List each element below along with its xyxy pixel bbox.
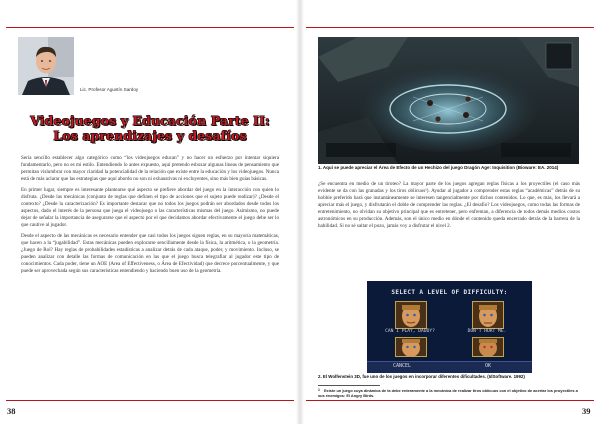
spine-gutter xyxy=(296,0,304,424)
bottom-rule xyxy=(6,400,294,401)
face-portrait-2 xyxy=(472,301,504,329)
bj-face-icon xyxy=(396,302,426,328)
footnote xyxy=(318,388,580,398)
footnote-rule xyxy=(318,385,380,386)
bj-face-icon xyxy=(473,338,503,356)
face-portrait-1 xyxy=(395,301,427,329)
caption-figure-2: 2. El Wolfenstein 3D, fue uno de los juegos en incorporar diferentes dificultades. (IdSoftware. 1992) xyxy=(318,374,525,379)
author-portrait-icon xyxy=(18,37,74,95)
cancel-button[interactable]: CANCEL xyxy=(393,363,412,369)
left-body-text xyxy=(21,155,279,279)
menu-bottom-bar xyxy=(367,361,532,373)
ok-button[interactable]: OK xyxy=(485,363,492,369)
author-photo xyxy=(18,37,74,95)
spell-aoe-scene-icon xyxy=(318,37,579,164)
paragraph-3: Desde el aspecto de las mecánicas es necesario entender que casi todos los juegos siguen reglas, en su mayoría matemáticas, que hacen a la “jugabilidad”. Estas mecánicas pueden explorarse sencillamente desde la física, la aritmética, o la geometría. ¿Juego de Rol? Hay reglas de probabilidades estadísticas a analizar detrás de cada ataque, poder, y movimiento. Incluso, se pueden analizar con detalle las formas de comunicación en las que el juego busca telegrafiar al jugador este tipo de conocimientos. Cada poder, tiene un AOE (Area of Effectiveness, o Área de Efectividad) que decrece porcentualmente, y que puede ser aprovechada según sus características entendiendo y haciendo buen uso de la geometría. xyxy=(21,232,279,274)
right-body-text: ¿Se encuentra en medio de un tiroteo? La mayor parte de los juegos agregan reglas físicas a los proyectiles (el caso más evidente se da con las granadas y los tiros oblicuos¹). Ayudar al jugador a comprender estas reglas “académicas” detrás de su hobbie preferido hará que instantáneamente se interesen tangencialmente por dichos contenidos. Lo que, es más, los llevará a apreciar más el juego, y disfrutarán el doble de comprender las reglas. ¿El desafío? Los videojuegos, como todas las formas de entretenimiento, no olvidan su objetivo principal que es entretener, pero enfrentan, a diferencia de todos demás medios costos astronómicos en su producción. Además, son el único medio en dónde el contenido queda encerrado detrás de la barrera de la habilidad. Si no sé saltar el pozo, jamás voy a disfrutar el nivel 2. xyxy=(318,181,580,230)
paragraph-1: Sería sencillo establecer algo categórico como “los videojuegos educan” y no hacer un esfuerzo por intentar siquiera fundamentarlo, pero no es mi estilo. Entendiendo lo antes expuesto, aquí pretendo esbozar algunas líneas de pensamiento que permitan vislumbrar con mayor claridad la potencialidad de la relación que existe entre la educación y los videojuegos. Nunca está de más aclarar que las estrategias que aquí abordo no son ni exhaustivas ni excluyentes, sino más bien guías básicas. xyxy=(21,155,279,183)
title-line-1: Videojuegos y Educación Parte II: xyxy=(30,113,270,128)
bj-face-icon xyxy=(396,338,426,356)
top-rule xyxy=(6,27,294,28)
dragon-age-screenshot xyxy=(318,37,579,164)
menu-title: SELECT A LEVEL OF DIFFICULTY: xyxy=(391,289,508,296)
title-line-2: Los aprendizajes y desafíos xyxy=(53,128,247,143)
caption-figure-1: 1. Aquí se puede apreciar el Área de Efecto de un Hechizo del juego Dragón Age: Inquisition (Bioware: EA. 2014) xyxy=(318,165,559,170)
face-portrait-3 xyxy=(395,337,427,357)
page-number-left: 38 xyxy=(7,406,16,416)
top-rule xyxy=(306,27,594,28)
bottom-rule xyxy=(306,400,594,401)
paragraph-2: En primer lugar, siempre es interesante plantearse qué aspecto se prefiere abordar del juego en la interacción con quien lo disfruta. ¿Desde las mecánicas (conjunto de reglas que definen el tipo de acciones que el sujeto puede realizar)? ¿Desde el contexto? ¿Desde la caracterización? Es importante destacar que no todos los juegos podrán ser abordados desde todos los aspectos, dado el interés de la persona que juega el videojuego o las características mismas del juego. Asimismo, no puede dejar de señalar la importancia de asegurarse que el aspecto por el que decidamos abordar efectivamente el juego debe ser lo que cautive al jugador. xyxy=(21,186,279,229)
difficulty-option-1[interactable]: CAN I PLAY, DADDY? xyxy=(385,329,435,334)
page-number-right: 39 xyxy=(582,406,591,416)
wolfenstein-difficulty-screenshot xyxy=(367,281,532,373)
face-portrait-4 xyxy=(472,337,504,357)
author-name: Lic. Profesor Agustín Sardoy xyxy=(80,87,139,92)
article-title xyxy=(0,113,300,143)
footnote-number: 1 xyxy=(318,388,320,392)
difficulty-option-2[interactable]: DON'T HURT ME. xyxy=(467,329,507,334)
footnote-text: Existe un juego cuya dinámica de la debe enteramente a la mecánica de realizar tiros oblicuos con el objetivo de acertar los proyectiles a sus enemigos: El Angry Birds. xyxy=(318,388,578,399)
bj-face-icon xyxy=(473,302,503,328)
